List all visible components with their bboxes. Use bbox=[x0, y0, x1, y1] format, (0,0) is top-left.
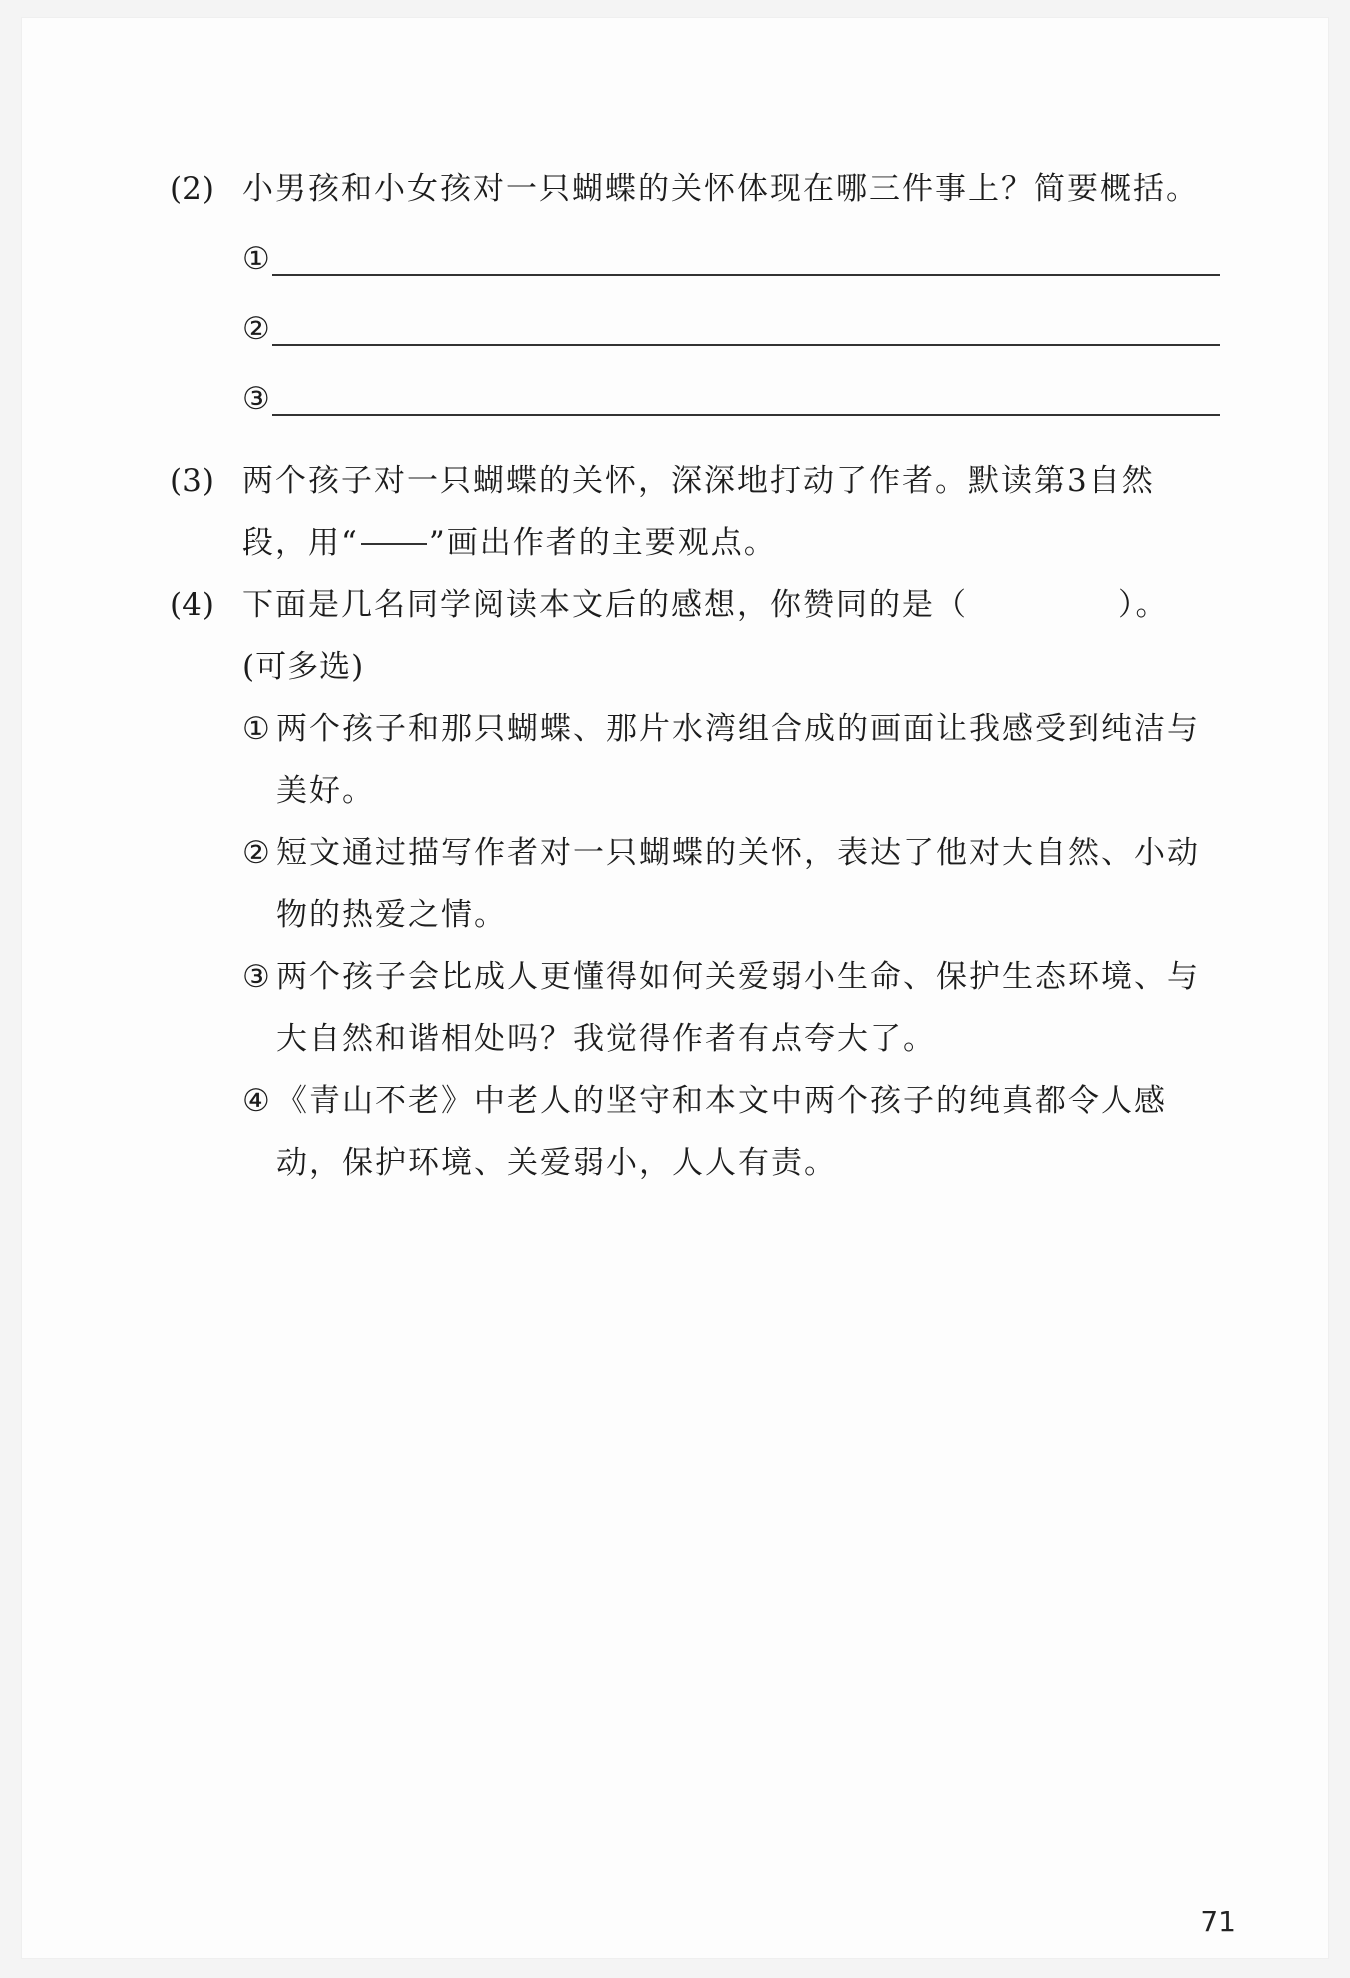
option-1-text: 两个孩子和那只蝴蝶、那片水湾组合成的画面让我感受到纯洁与美好。 bbox=[276, 711, 1200, 809]
question-2-number: (2) bbox=[170, 171, 214, 207]
option-2 bbox=[242, 822, 1220, 946]
option-1-mark: ① bbox=[242, 711, 270, 747]
question-3-text-part-a: 两个孩子对一只蝴蝶的关怀，深深地打动了作者。默读第3自然段，用“ bbox=[242, 463, 1155, 561]
question-content bbox=[170, 158, 1220, 1194]
question-3-text-part-b: ”画出作者的主要观点。 bbox=[428, 525, 777, 561]
answer-line-3-rule bbox=[272, 414, 1220, 416]
underline-sample bbox=[361, 543, 427, 545]
answer-line-2[interactable] bbox=[242, 298, 1220, 360]
question-4 bbox=[170, 574, 1220, 636]
page-number: 71 bbox=[1200, 1905, 1236, 1938]
answer-line-1[interactable] bbox=[242, 228, 1220, 290]
question-4-number: (4) bbox=[170, 587, 214, 623]
answer-line-2-mark: ② bbox=[242, 311, 270, 347]
option-3-mark: ③ bbox=[242, 959, 270, 995]
question-3-text bbox=[242, 450, 1220, 574]
option-3 bbox=[242, 946, 1220, 1070]
worksheet-page bbox=[22, 18, 1328, 1958]
answer-line-1-mark: ① bbox=[242, 241, 270, 277]
option-4 bbox=[242, 1070, 1220, 1194]
option-4-text: 《青山不老》中老人的坚守和本文中两个孩子的纯真都令人感动，保护环境、关爱弱小，人人有责。 bbox=[276, 1083, 1167, 1181]
option-3-text: 两个孩子会比成人更懂得如何关爱弱小生命、保护生态环境、与大自然和谐相处吗？我觉得作者有点夸大了。 bbox=[276, 959, 1200, 1057]
option-1 bbox=[242, 698, 1220, 822]
option-4-mark: ④ bbox=[242, 1083, 270, 1119]
multi-select-note: (可多选) bbox=[242, 649, 365, 685]
question-3 bbox=[170, 450, 1220, 574]
option-2-text: 短文通过描写作者对一只蝴蝶的关怀，表达了他对大自然、小动物的热爱之情。 bbox=[276, 835, 1200, 933]
question-4-text-part-b: ）。 bbox=[1118, 587, 1169, 623]
question-3-number: (3) bbox=[170, 463, 214, 499]
answer-line-2-rule bbox=[272, 344, 1220, 346]
question-2-text: 小男孩和小女孩对一只蝴蝶的关怀体现在哪三件事上？简要概括。 bbox=[242, 171, 1199, 207]
option-2-mark: ② bbox=[242, 835, 270, 871]
question-4-text-part-a: 下面是几名同学阅读本文后的感想，你赞同的是（ bbox=[242, 587, 968, 623]
answer-line-3[interactable] bbox=[242, 368, 1220, 430]
question-2 bbox=[170, 158, 1220, 220]
answer-line-1-rule bbox=[272, 274, 1220, 276]
answer-line-3-mark: ③ bbox=[242, 381, 270, 417]
question-4-text bbox=[242, 574, 1220, 636]
